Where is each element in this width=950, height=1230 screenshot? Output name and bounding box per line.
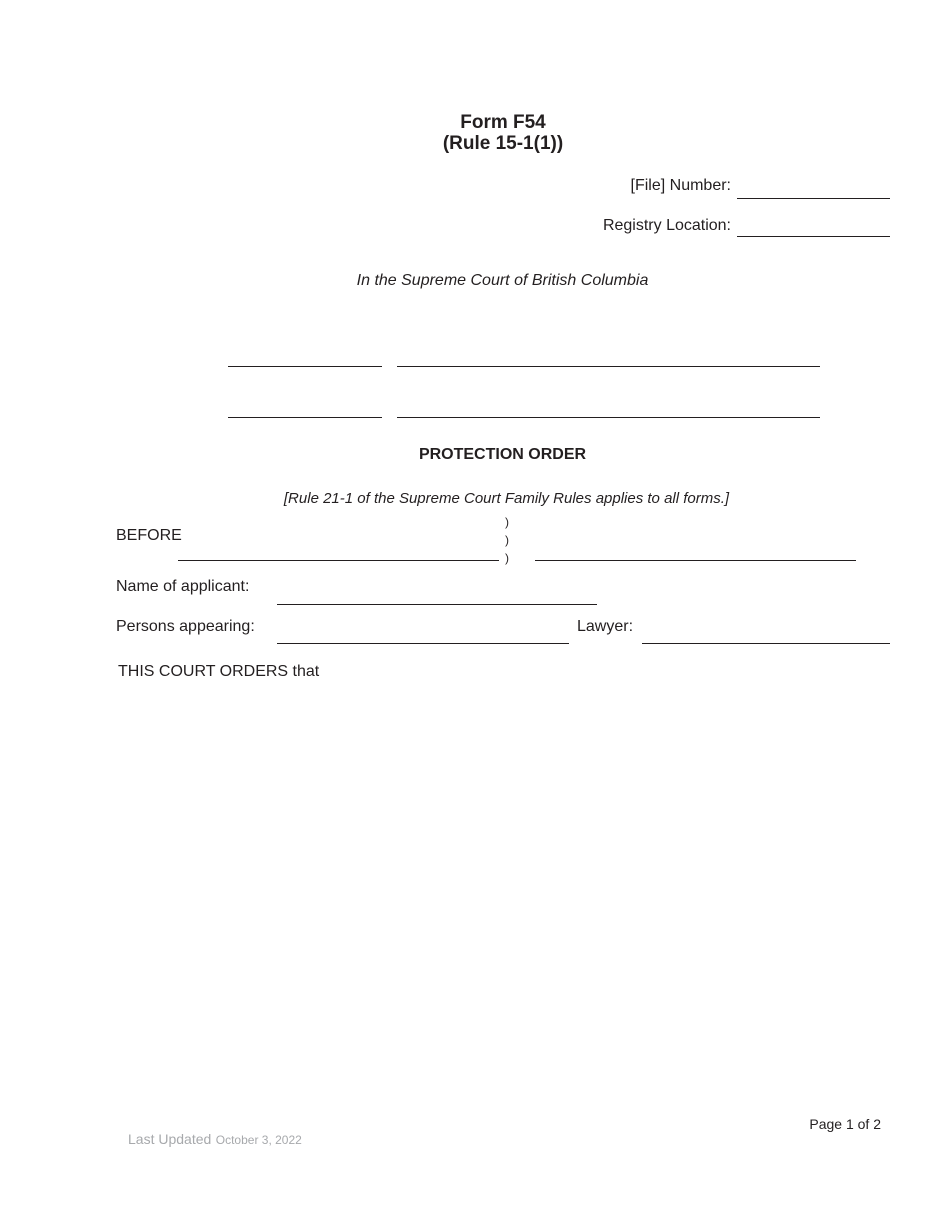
rules-note: [Rule 21-1 of the Supreme Court Family Rules applies to all forms.] [283,490,730,507]
persons-appearing-field[interactable] [277,643,569,644]
persons-appearing-label: Persons appearing: [116,618,255,635]
rule-reference: (Rule 15-1(1)) [442,133,564,154]
registry-location-label: Registry Location: [602,217,731,234]
court-name: In the Supreme Court of British Columbia [356,272,649,289]
party-role-field-1[interactable] [228,366,382,367]
registry-location-field[interactable] [737,236,890,237]
paren-mark: ) [505,515,509,529]
judge-name-field[interactable] [178,560,499,561]
file-number-field[interactable] [737,198,890,199]
last-updated [128,1131,302,1149]
party-name-field-1[interactable] [397,366,820,367]
order-intro: THIS COURT ORDERS that [118,663,320,680]
page-indicator: Page 1 of 2 [809,1116,881,1132]
last-updated-label: Last Updated [128,1131,212,1147]
form-number: Form F54 [460,112,546,133]
applicant-label: Name of applicant: [116,578,250,595]
order-date-field[interactable] [535,560,856,561]
party-name-field-2[interactable] [397,417,820,418]
file-number-label: [File] Number: [630,177,731,194]
applicant-name-field[interactable] [277,604,597,605]
lawyer-field[interactable] [642,643,890,644]
last-updated-date: October 3, 2022 [215,1133,302,1147]
paren-mark: ) [505,551,509,565]
party-role-field-2[interactable] [228,417,382,418]
document-title: PROTECTION ORDER [418,446,587,463]
paren-mark: ) [505,533,509,547]
lawyer-label: Lawyer: [577,618,634,635]
before-label: BEFORE [116,527,182,544]
